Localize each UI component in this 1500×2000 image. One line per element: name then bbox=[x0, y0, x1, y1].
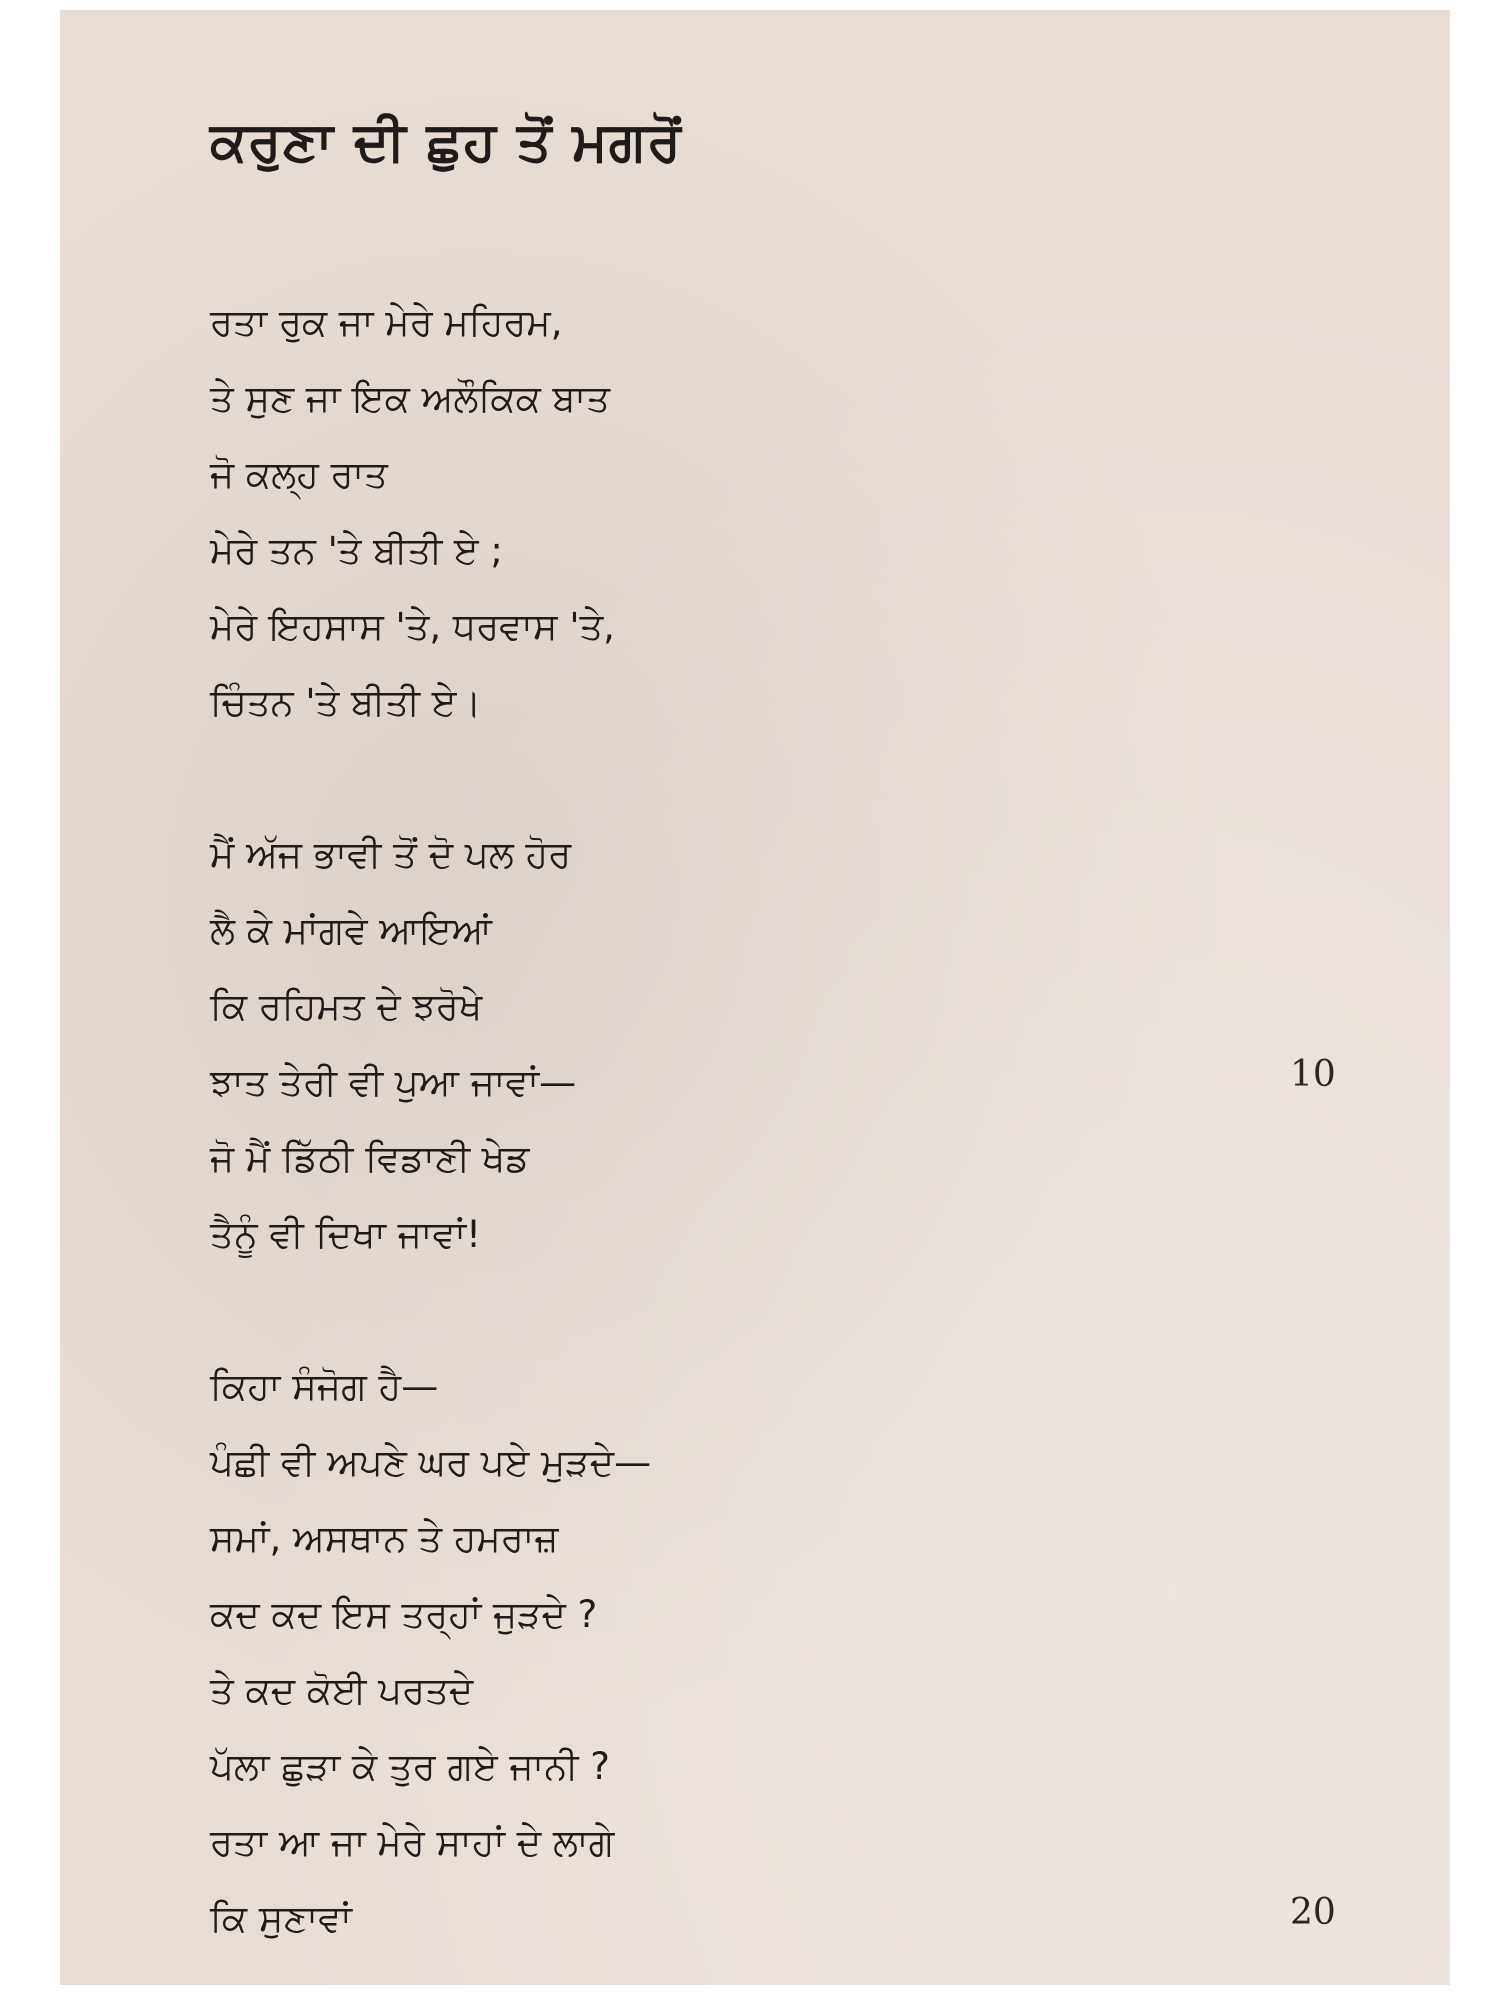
verse-line: ਪੰਛੀ ਵੀ ਅਪਣੇ ਘਰ ਪਏ ਮੁੜਦੇ— bbox=[210, 1441, 652, 1484]
verse-line: ਮੇਰੇ ਇਹਸਾਸ 'ਤੇ, ਧਰਵਾਸ 'ਤੇ, bbox=[210, 605, 615, 648]
verse-line: ਕਿ ਰਹਿਮਤ ਦੇ ਝਰੋਖੇ bbox=[210, 985, 483, 1028]
verse-line: ਕਿਹਾ ਸੰਜੋਗ ਹੈ— bbox=[210, 1365, 439, 1408]
verse-line: ਕਦ ਕਦ ਇਸ ਤਰ੍ਹਾਂ ਜੁੜਦੇ ? bbox=[210, 1593, 598, 1636]
verse-line: ਤੇ ਸੁਣ ਜਾ ਇਕ ਅਲੌਕਿਕ ਬਾਤ bbox=[210, 377, 610, 420]
verse-line: ਮੈਂ ਅੱਜ ਭਾਵੀ ਤੋਂ ਦੋ ਪਲ ਹੋਰ bbox=[210, 833, 572, 876]
verse-line: ਜੋ ਕਲ੍ਹ ਰਾਤ bbox=[210, 453, 388, 496]
verse-line: ਚਿੰਤਨ 'ਤੇ ਬੀਤੀ ਏ। bbox=[210, 681, 482, 724]
verse-line: ਰਤਾ ਰੁਕ ਜਾ ਮੇਰੇ ਮਹਿਰਮ, bbox=[210, 301, 563, 344]
book-page bbox=[60, 10, 1450, 1985]
verse-line: ਪੱਲਾ ਛੁੜਾ ਕੇ ਤੁਰ ਗਏ ਜਾਨੀ ? bbox=[210, 1745, 610, 1788]
line-number-20: 20 bbox=[1290, 1892, 1336, 1933]
verse-line: ਰਤਾ ਆ ਜਾ ਮੇਰੇ ਸਾਹਾਂ ਦੇ ਲਾਗੇ bbox=[210, 1821, 615, 1864]
verse-line: ਤੇ ਕਦ ਕੋਈ ਪਰਤਦੇ bbox=[210, 1669, 474, 1712]
verse-line: ਲੈ ਕੇ ਮਾਂਗਵੇ ਆਇਆਂ bbox=[210, 909, 493, 952]
verse-line: ਜੋ ਮੈਂ ਡਿੱਠੀ ਵਿਡਾਣੀ ਖੇਡ bbox=[210, 1137, 530, 1180]
verse-line: ਕਿ ਸੁਣਾਵਾਂ bbox=[210, 1897, 352, 1940]
verse-line: ਤੈਨੂੰ ਵੀ ਦਿਖਾ ਜਾਵਾਂ! bbox=[210, 1213, 481, 1256]
verse-line: ਸਮਾਂ, ਅਸਥਾਨ ਤੇ ਹਮਰਾਜ਼ bbox=[210, 1517, 559, 1560]
verse-line: ਮੇਰੇ ਤਨ 'ਤੇ ਬੀਤੀ ਏ ; bbox=[210, 529, 503, 572]
poem-title: ਕਰੁਣਾ ਦੀ ਛੁਹ ਤੋਂ ਮਗਰੋਂ bbox=[210, 110, 682, 173]
verse-line: ਝਾਤ ਤੇਰੀ ਵੀ ਪੁਆ ਜਾਵਾਂ— bbox=[210, 1061, 577, 1104]
line-number-10: 10 bbox=[1290, 1054, 1336, 1095]
